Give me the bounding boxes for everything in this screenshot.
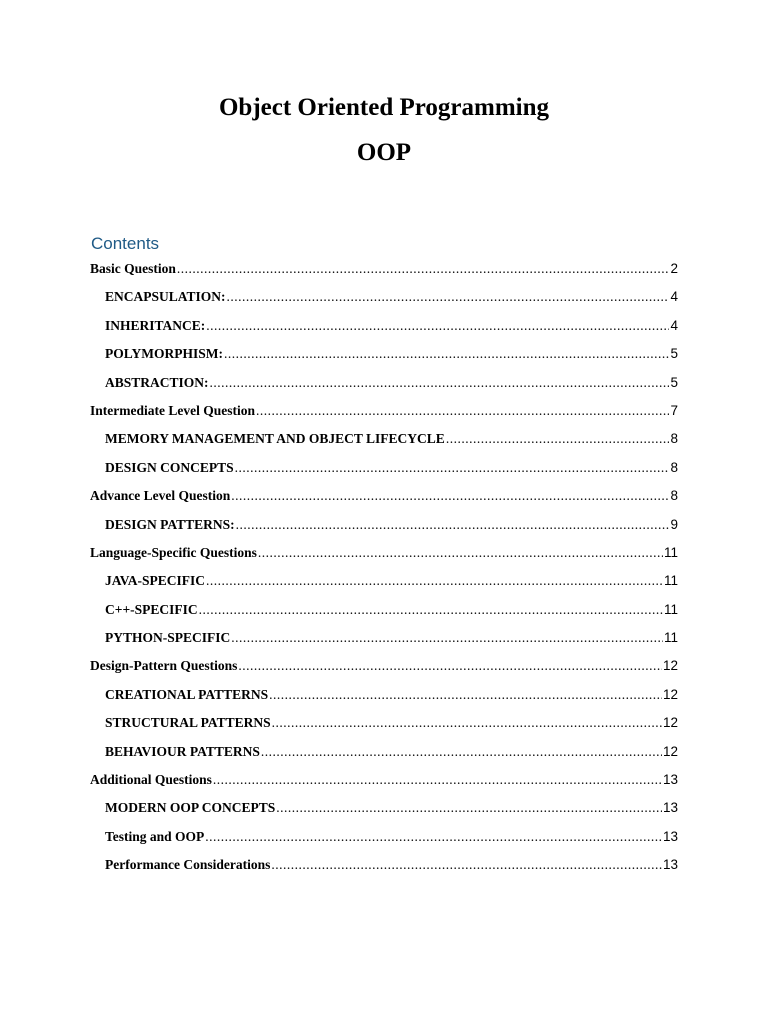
toc-entry-page-number: 4	[670, 289, 678, 305]
toc-entry-page-number: 5	[670, 346, 678, 362]
toc-dot-leader	[258, 542, 663, 564]
toc-dot-leader	[276, 797, 662, 819]
toc-entry[interactable]	[90, 712, 678, 740]
toc-entry-label: Basic Question	[90, 261, 176, 276]
toc-heading: Contents	[91, 234, 160, 253]
toc-entry[interactable]	[90, 826, 678, 854]
toc-entry-page-number: 12	[662, 658, 678, 674]
toc-entry-label: Testing and OOP	[105, 828, 205, 844]
toc-entry[interactable]	[90, 797, 678, 825]
toc-entry[interactable]	[90, 570, 678, 598]
toc-entry-label: STRUCTURAL PATTERNS	[105, 715, 271, 731]
toc-dot-leader	[227, 286, 670, 308]
toc-entry-page-number: 12	[662, 686, 678, 702]
toc-dot-leader	[231, 485, 669, 507]
toc-entry-label: Intermediate Level Question	[90, 402, 255, 418]
toc-entry[interactable]	[90, 769, 678, 797]
toc-dot-leader	[271, 854, 662, 876]
toc-dot-leader	[236, 514, 670, 536]
toc-entry-label: DESIGN CONCEPTS	[105, 459, 234, 475]
toc-entry-page-number: 11	[663, 601, 678, 617]
toc-entry-label: INHERITANCE:	[105, 317, 206, 333]
toc-entry-page-number: 4	[670, 317, 678, 333]
toc-entry-label: C++-SPECIFIC	[105, 601, 198, 617]
toc-entry-page-number: 11	[663, 630, 678, 646]
toc-entry-label: BEHAVIOUR PATTERNS	[105, 743, 260, 759]
toc-entry[interactable]	[90, 485, 678, 513]
toc-entry-page-number: 11	[663, 544, 678, 560]
toc-entry-page-number: 7	[670, 402, 678, 418]
toc-entry-page-number: 8	[670, 431, 678, 447]
toc-entry[interactable]	[90, 655, 678, 683]
toc-entry-label: CREATIONAL PATTERNS	[105, 686, 269, 702]
toc-entry[interactable]	[90, 258, 678, 286]
toc-entry-page-number: 2	[670, 261, 678, 276]
document-subtitle: OOP	[356, 139, 412, 166]
toc-dot-leader	[206, 570, 663, 592]
document-title: Object Oriented Programming	[218, 94, 550, 121]
toc-entry-page-number: 8	[670, 488, 678, 504]
toc-entry-label: PYTHON-SPECIFIC	[105, 630, 231, 646]
toc-dot-leader	[235, 457, 670, 479]
toc-dot-leader	[213, 769, 662, 791]
toc-entry[interactable]	[90, 286, 678, 314]
toc-dot-leader	[272, 712, 662, 734]
toc-dot-leader	[177, 258, 670, 280]
toc-entry[interactable]	[90, 372, 678, 400]
table-of-contents	[90, 258, 678, 883]
toc-entry[interactable]	[90, 684, 678, 712]
toc-dot-leader	[206, 315, 669, 337]
toc-entry-page-number: 9	[670, 516, 678, 532]
toc-entry-page-number: 8	[670, 459, 678, 475]
toc-entry-label: Performance Considerations	[105, 857, 271, 873]
toc-entry[interactable]	[90, 343, 678, 371]
toc-entry-page-number: 12	[662, 715, 678, 731]
toc-entry[interactable]	[90, 514, 678, 542]
toc-entry[interactable]	[90, 599, 678, 627]
toc-entry[interactable]	[90, 457, 678, 485]
toc-entry-page-number: 11	[663, 573, 678, 589]
toc-entry-label: MEMORY MANAGEMENT AND OBJECT LIFECYCLE	[105, 431, 445, 447]
toc-entry-label: Design-Pattern Questions	[90, 658, 238, 674]
toc-entry-label: MODERN OOP CONCEPTS	[105, 800, 276, 816]
toc-entry-label: POLYMORPHISM:	[105, 346, 223, 362]
toc-entry[interactable]	[90, 741, 678, 769]
toc-entry-label: ENCAPSULATION:	[105, 289, 226, 305]
toc-dot-leader	[199, 599, 663, 621]
toc-entry-label: JAVA-SPECIFIC	[105, 573, 206, 589]
toc-dot-leader	[446, 428, 670, 450]
toc-entry-label: DESIGN PATTERNS:	[105, 516, 235, 532]
toc-entry-label: Advance Level Question	[90, 488, 231, 504]
toc-entry-page-number: 13	[662, 857, 678, 873]
toc-entry-page-number: 13	[662, 800, 678, 816]
toc-entry[interactable]	[90, 315, 678, 343]
toc-entry-label: Additional Questions	[90, 772, 212, 788]
toc-dot-leader	[231, 627, 663, 649]
toc-dot-leader	[224, 343, 669, 365]
toc-entry-page-number: 5	[670, 374, 678, 390]
toc-entry-label: Language-Specific Questions	[90, 544, 257, 560]
toc-entry[interactable]	[90, 854, 678, 882]
toc-entry-page-number: 13	[662, 772, 678, 788]
toc-dot-leader	[238, 655, 662, 677]
toc-dot-leader	[205, 826, 662, 848]
toc-entry-label: ABSTRACTION:	[105, 374, 209, 390]
toc-entry-page-number: 12	[662, 743, 678, 759]
toc-dot-leader	[256, 400, 670, 422]
toc-entry[interactable]	[90, 428, 678, 456]
toc-dot-leader	[269, 684, 662, 706]
toc-dot-leader	[261, 741, 662, 763]
toc-dot-leader	[210, 372, 670, 394]
toc-entry[interactable]	[90, 542, 678, 570]
toc-entry-page-number: 13	[662, 828, 678, 844]
toc-entry[interactable]	[90, 627, 678, 655]
toc-entry[interactable]	[90, 400, 678, 428]
